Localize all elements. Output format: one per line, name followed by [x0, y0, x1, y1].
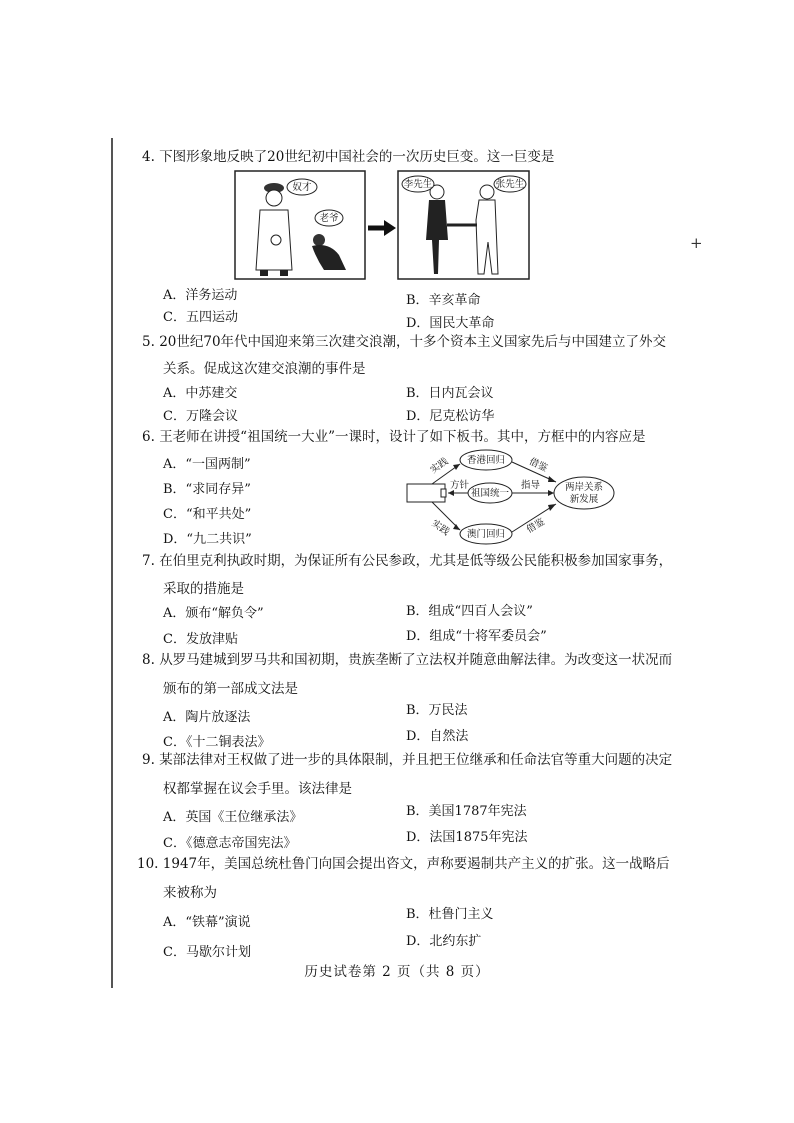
option-d[interactable]: D．“九二共识” [163, 532, 252, 547]
option-b[interactable]: B．万民法 [406, 703, 468, 718]
arrow-label: 借鉴 [524, 516, 547, 536]
page-footer: 历史试卷第 2 页（共 8 页） [304, 964, 490, 980]
question-number: 6. [142, 429, 155, 445]
option-d[interactable]: D．北约东扩 [406, 934, 482, 949]
option-c[interactable]: C．五四运动 [163, 310, 238, 325]
option-c[interactable]: C．万隆会议 [163, 409, 238, 424]
question-stem: 王老师在讲授“祖国统一大业”一课时，设计了如下板书。其中，方框中的内容应是 [159, 429, 646, 445]
board-diagram [404, 448, 624, 552]
question-stem: 1947年，美国总统杜鲁门向国会提出咨文，声称要遏制共产主义的扩张。这一战略后 [162, 856, 670, 872]
question-stem: 在伯里克利执政时期，为保证所有公民参政，尤其是低等级公民能积极参加国家事务， [159, 553, 673, 569]
option-a[interactable]: A．陶片放逐法 [163, 710, 251, 725]
question-10 [137, 853, 670, 875]
option-b[interactable]: B．“求同存异” [163, 482, 251, 497]
option-a[interactable]: A．“一国两制” [163, 457, 251, 472]
option-a[interactable]: A．洋务运动 [163, 288, 238, 303]
option-d[interactable]: D．组成“十将军委员会” [406, 629, 547, 644]
question-number: 4. [142, 149, 155, 165]
arrow-label: 借鉴 [527, 456, 550, 475]
option-b[interactable]: B．组成“四百人会议” [406, 604, 533, 619]
option-d[interactable]: D．国民大革命 [406, 316, 495, 331]
answer-blank-box [407, 484, 445, 502]
option-b[interactable]: B．杜鲁门主义 [406, 907, 494, 922]
option-a[interactable]: A．中苏建交 [163, 386, 238, 401]
option-c[interactable]: C．《十二铜表法》 [163, 735, 271, 750]
question-4-cartoon [234, 170, 530, 280]
question-stem-continued: 关系。促成这次建交浪潮的事件是 [163, 361, 366, 377]
question-7 [142, 550, 672, 572]
question-number: 9. [142, 752, 155, 768]
diagram-node-text: 祖国统一 [470, 488, 510, 499]
diagram-node-text: 香港回归 [466, 455, 506, 466]
bubble-text: 奴才 [292, 182, 312, 193]
question-stem-continued: 权都掌握在议会手里。该法律是 [163, 781, 352, 797]
option-d[interactable]: D．自然法 [406, 729, 469, 744]
option-a[interactable]: A．“铁幕”演说 [163, 915, 251, 930]
diagram-node-text: 澳门回归 [466, 529, 506, 540]
arrow-label: 方针 [450, 480, 470, 491]
question-number: 10. [137, 856, 159, 872]
diagram-node-text: 两岸关系 [564, 482, 604, 493]
option-d[interactable]: D．尼克松访华 [406, 409, 495, 424]
diagram-node-text: 新发展 [569, 494, 599, 505]
arrow-label: 实践 [428, 455, 451, 476]
question-number: 5. [142, 334, 155, 350]
option-b[interactable]: B．日内瓦会议 [406, 386, 494, 401]
bubble-text: 老爷 [319, 213, 339, 224]
option-b[interactable]: B．美国1787年宪法 [406, 804, 527, 819]
bubble-text: 李先生 [403, 179, 433, 190]
option-c[interactable]: C．“和平共处” [163, 507, 252, 522]
option-d[interactable]: D．法国1875年宪法 [406, 830, 528, 845]
question-stem: 某部法律对王权做了进一步的具体限制，并且把王位继承和任命法官等重大问题的决定 [159, 752, 673, 768]
option-c[interactable]: C．发放津贴 [163, 632, 238, 647]
option-a[interactable]: A．英国《王位继承法》 [163, 810, 303, 825]
option-b[interactable]: B．辛亥革命 [406, 293, 481, 308]
question-9 [142, 749, 672, 771]
question-5 [142, 331, 666, 353]
question-stem: 从罗马建城到罗马共和国初期，贵族垄断了立法权并随意曲解法律。为改变这一状况而 [159, 652, 673, 668]
option-c[interactable]: C．马歇尔计划 [163, 945, 251, 960]
question-stem: 下图形象地反映了20世纪初中国社会的一次历史巨变。这一巨变是 [159, 149, 555, 165]
binding-margin-line [111, 138, 113, 988]
question-stem: 20世纪70年代中国迎来第三次建交浪潮，十多个资本主义国家先后与中国建立了外交 [159, 334, 667, 350]
question-stem-continued: 来被称为 [163, 885, 217, 901]
option-a[interactable]: A．颁布“解负令” [163, 606, 264, 621]
question-stem-continued: 颁布的第一部成文法是 [163, 681, 298, 697]
option-c[interactable]: C．《德意志帝国宪法》 [163, 836, 297, 851]
arrow-label: 指导 [521, 480, 541, 491]
question-6 [142, 426, 646, 448]
question-stem-continued: 采取的措施是 [163, 581, 244, 597]
bubble-text: 张先生 [495, 179, 525, 190]
question-number: 7. [142, 553, 155, 569]
question-number: 8. [142, 652, 155, 668]
registration-mark: + [690, 234, 703, 252]
question-4 [142, 146, 554, 168]
question-8 [142, 649, 672, 671]
arrow-label: 实践 [429, 518, 452, 538]
